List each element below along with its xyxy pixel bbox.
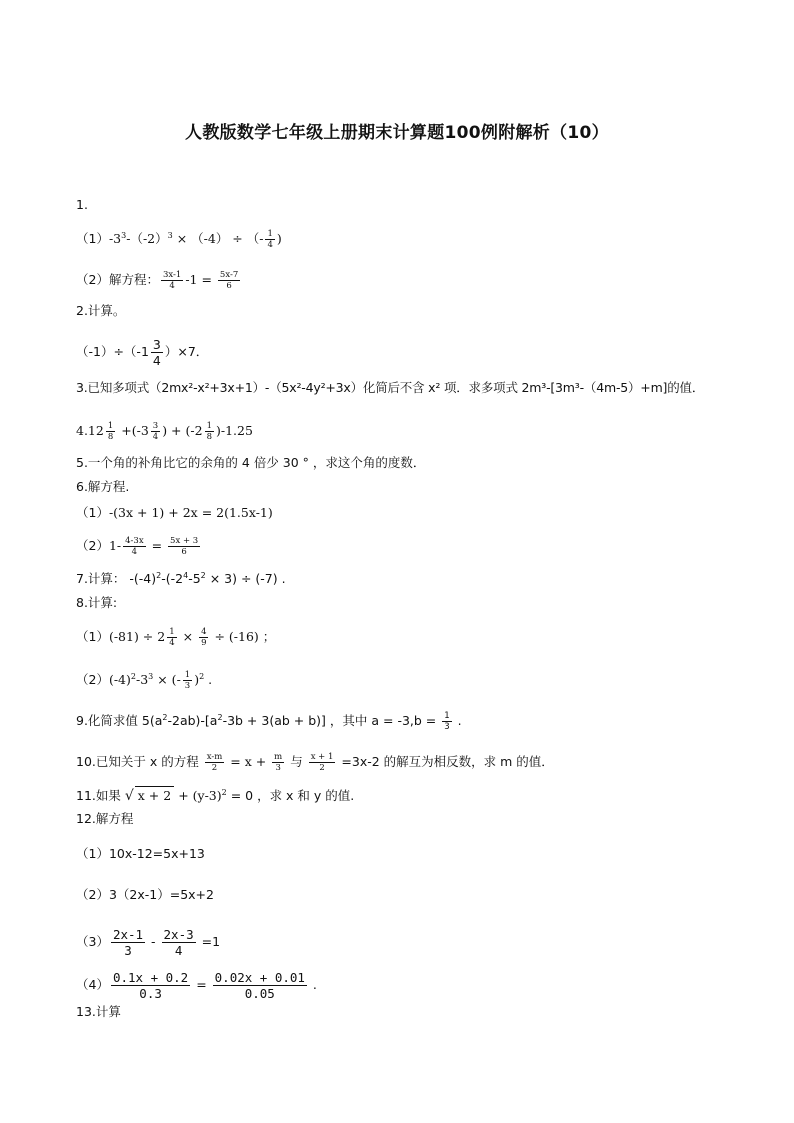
q12-part2	[76, 886, 214, 904]
q4-frac3-den: 8	[206, 432, 212, 442]
q8p2-frac-den: 3	[184, 681, 191, 691]
q9-d: .	[453, 713, 462, 728]
q6-part1-expr: -(3x + 1) + 2x = 2(1.5x-1)	[108, 505, 273, 520]
q12-part2-label: （2）	[76, 887, 109, 902]
q9-b: -2ab)-[a	[167, 713, 218, 728]
q1p2-fraction1	[161, 270, 183, 291]
q2-heading: 2.计算。	[76, 303, 126, 318]
q6p2-fraction2	[168, 536, 200, 557]
q9-frac-den: 3	[444, 722, 450, 732]
q4-frac2-num: 3	[152, 421, 159, 431]
q8p2-exp3: 2	[199, 672, 205, 681]
q1p2-mid: -1 =	[185, 272, 216, 287]
q1p2-fraction2	[218, 270, 240, 291]
q11-expression	[76, 786, 354, 805]
q2-a: （-1）÷（-1	[76, 344, 149, 359]
q4-frac1-den: 8	[107, 432, 114, 442]
q10-frac3-num: x + 1	[310, 752, 334, 762]
q8p1-fraction2	[199, 627, 208, 648]
q12-part4-label: （4）	[76, 977, 109, 992]
q12-part1-label: （1）	[76, 846, 109, 861]
q4-b: +(-3	[117, 423, 149, 438]
q6p2-a: 1-	[108, 538, 122, 553]
q4-c: ) + (-2	[162, 423, 203, 438]
q1p1-d: )	[276, 231, 282, 246]
q1p1-exp1: 3	[121, 231, 127, 240]
q12p3-tail: =1	[197, 934, 221, 949]
q9-frac-num: 1	[444, 711, 450, 721]
q6p2-frac2-num: 5x + 3	[170, 536, 199, 546]
q1p2-frac1-num: 3x-1	[162, 270, 182, 280]
q6p2-frac2-den: 6	[181, 547, 187, 557]
radical-icon: √	[124, 788, 134, 804]
q12p4-fraction1	[111, 970, 190, 1001]
q1p2-frac2-den: 6	[226, 281, 232, 291]
q11-c: + (y-3)	[174, 788, 222, 803]
q8p2-a: (-4)	[108, 672, 131, 687]
q8-part2	[76, 670, 212, 691]
q4-fraction2	[151, 421, 160, 442]
q10-b: = x +	[226, 754, 271, 769]
q8p1-frac2-den: 9	[201, 638, 207, 648]
q8p2-d: )	[194, 672, 200, 687]
q12p3-frac2-num: 2x-3	[163, 927, 194, 942]
q12p4-frac1-den: 0.3	[139, 986, 162, 1001]
q1-part2-label: （2）解方程：	[76, 272, 159, 287]
q10-c: 与	[286, 754, 307, 769]
q1-part2	[76, 270, 242, 291]
q8p2-b: -3	[135, 672, 149, 687]
q1p1-a: -3	[108, 231, 122, 246]
q7-exp2: 4	[183, 571, 189, 580]
q6p2-b: =	[147, 538, 167, 553]
q2-frac-num: 3	[152, 337, 161, 352]
q1p1-frac-num: 1	[267, 229, 273, 239]
q8p1-frac2-num: 4	[201, 627, 207, 637]
q6-part2-label: （2）	[76, 538, 109, 553]
q7-exp1: 2	[156, 571, 162, 580]
q3-text: 3.已知多项式（2mx²-x²+3x+1）-（5x²-4y²+3x）化简后不含 x² 项．求多项式 2m³-[3m³-（4m-5）+m]的值．	[76, 380, 705, 395]
q1p2-frac2-num: 5x-7	[219, 270, 239, 280]
q9-exp2: 2	[217, 713, 223, 722]
q12p4-tail: .	[308, 977, 317, 992]
page-title: 人教版数学七年级上册期末计算题100例附解析（10）	[185, 123, 609, 143]
q1-number: 1.	[76, 197, 88, 212]
q10-fraction1	[205, 752, 225, 773]
q10-frac2-den: 3	[275, 763, 281, 773]
q7-c: -5	[188, 571, 201, 586]
q12p3-frac1-num: 2x-1	[112, 927, 144, 942]
q11-d: = 0 ，求 x 和 y 的值.	[226, 788, 355, 803]
q12p3-fraction1	[111, 927, 145, 958]
q8p2-exp1: 2	[130, 672, 136, 681]
q8p1-fraction1	[167, 627, 176, 648]
q10-frac1-den: 2	[211, 763, 218, 773]
q6-part1-label: （1）	[76, 505, 109, 520]
q13-heading: 13.计算	[76, 1004, 121, 1019]
q9-fraction	[442, 711, 451, 732]
q10-fraction3	[309, 752, 336, 773]
q1p1-fraction	[265, 229, 274, 250]
q8p2-frac-num: 1	[184, 670, 191, 680]
q8-part2-label: （2）	[76, 672, 109, 687]
q12p3-frac2-den: 4	[174, 943, 183, 958]
q8p2-tail: .	[204, 672, 213, 687]
q2-expression	[76, 337, 208, 368]
q7-a: 7.计算： -(-4)	[76, 571, 157, 586]
q9-expression	[76, 711, 462, 732]
q7-b: -(-2	[161, 571, 184, 586]
q2-fraction	[151, 337, 163, 368]
q10-frac2-num: m	[274, 752, 283, 762]
q12p4-frac2-den: 0.05	[244, 986, 275, 1001]
q12-part4	[76, 970, 317, 1001]
q7-d: × 3) ÷ (-7) .	[205, 571, 286, 586]
q1p2-frac1-den: 4	[169, 281, 175, 291]
q8-part1	[76, 627, 275, 648]
q6p2-frac1-num: 4-3x	[125, 536, 144, 546]
q12-heading: 12.解方程	[76, 811, 134, 826]
q8p2-exp2: 3	[148, 672, 154, 681]
q9-a: 9.化简求值 5(a	[76, 713, 163, 728]
q10-fraction2	[272, 752, 284, 773]
q8p1-a: (-81) ÷ 2	[108, 629, 166, 644]
q4-a: 4.12	[76, 423, 104, 438]
q5-text: 5.一个角的补角比它的余角的 4 倍少 30 ° ，求这个角的度数．	[76, 455, 426, 470]
q10-frac3-den: 2	[319, 763, 325, 773]
q4-fraction3	[205, 421, 214, 442]
q9-c: -3b + 3(ab + b)] ，其中 a = -3,b =	[222, 713, 441, 728]
q8p2-c: × (-	[153, 672, 181, 687]
q4-d: )-1.25	[215, 423, 253, 438]
q1p1-c: × （-4） ÷ （-	[172, 231, 264, 246]
q6p2-fraction1	[123, 536, 145, 557]
q1-part1	[76, 229, 282, 250]
q12p4-frac2-num: 0.02x + 0.01	[214, 970, 305, 985]
q1-part1-label: （1）	[76, 231, 109, 246]
q12p4-frac1-num: 0.1x + 0.2	[112, 970, 189, 985]
q12-part1-expr: 10x-12=5x+13	[108, 846, 205, 861]
q12p4-mid: =	[192, 977, 211, 992]
q8-heading: 8.计算:	[76, 595, 118, 610]
q4-fraction1	[106, 421, 115, 442]
q6-heading: 6.解方程.	[76, 479, 130, 494]
q8p1-b: ×	[178, 629, 198, 644]
q12-part2-expr: 3（2x-1）=5x+2	[108, 887, 214, 902]
q6p2-frac1-den: 4	[131, 547, 138, 557]
q10-a: 10.已知关于 x 的方程	[76, 754, 203, 769]
q8p2-fraction	[183, 670, 192, 691]
q4-frac3-num: 1	[206, 421, 212, 431]
q12-part3-label: （3）	[76, 934, 109, 949]
q4-frac2-den: 4	[152, 432, 159, 442]
q7-expression	[76, 570, 286, 588]
q7-exp3: 2	[200, 571, 206, 580]
q11-radicand: x + 2	[135, 786, 174, 805]
q1p1-exp2: 3	[167, 231, 173, 240]
q9-exp1: 2	[162, 713, 168, 722]
q4-frac1-num: 1	[107, 421, 114, 431]
q12p3-fraction2	[162, 927, 196, 958]
q4-expression	[76, 421, 253, 442]
q12p4-fraction2	[213, 970, 307, 1001]
q1p1-b: -（-2）	[126, 231, 168, 246]
q10-frac1-num: x-m	[206, 752, 223, 762]
q2-frac-den: 4	[152, 353, 161, 368]
q8p1-frac1-num: 1	[169, 627, 175, 637]
q12p3-mid: -	[147, 934, 160, 949]
q12p3-frac1-den: 3	[124, 943, 132, 958]
q8p1-c: ÷ (-16) ；	[210, 629, 276, 644]
q8-part1-label: （1）	[76, 629, 109, 644]
q2-b: ）×7．	[164, 344, 209, 359]
q11-exp1: 2	[221, 788, 227, 797]
q10-expression	[76, 752, 554, 773]
q1p1-frac-den: 4	[267, 240, 273, 250]
q11-a: 11.如果	[76, 788, 125, 803]
q12-part1	[76, 845, 205, 863]
q6-part2	[76, 536, 202, 557]
q12-part3	[76, 927, 220, 958]
q8p1-frac1-den: 4	[169, 638, 175, 648]
q10-d: =3x-2 的解互为相反数，求 m 的值．	[337, 754, 554, 769]
q6-part1	[76, 504, 273, 522]
